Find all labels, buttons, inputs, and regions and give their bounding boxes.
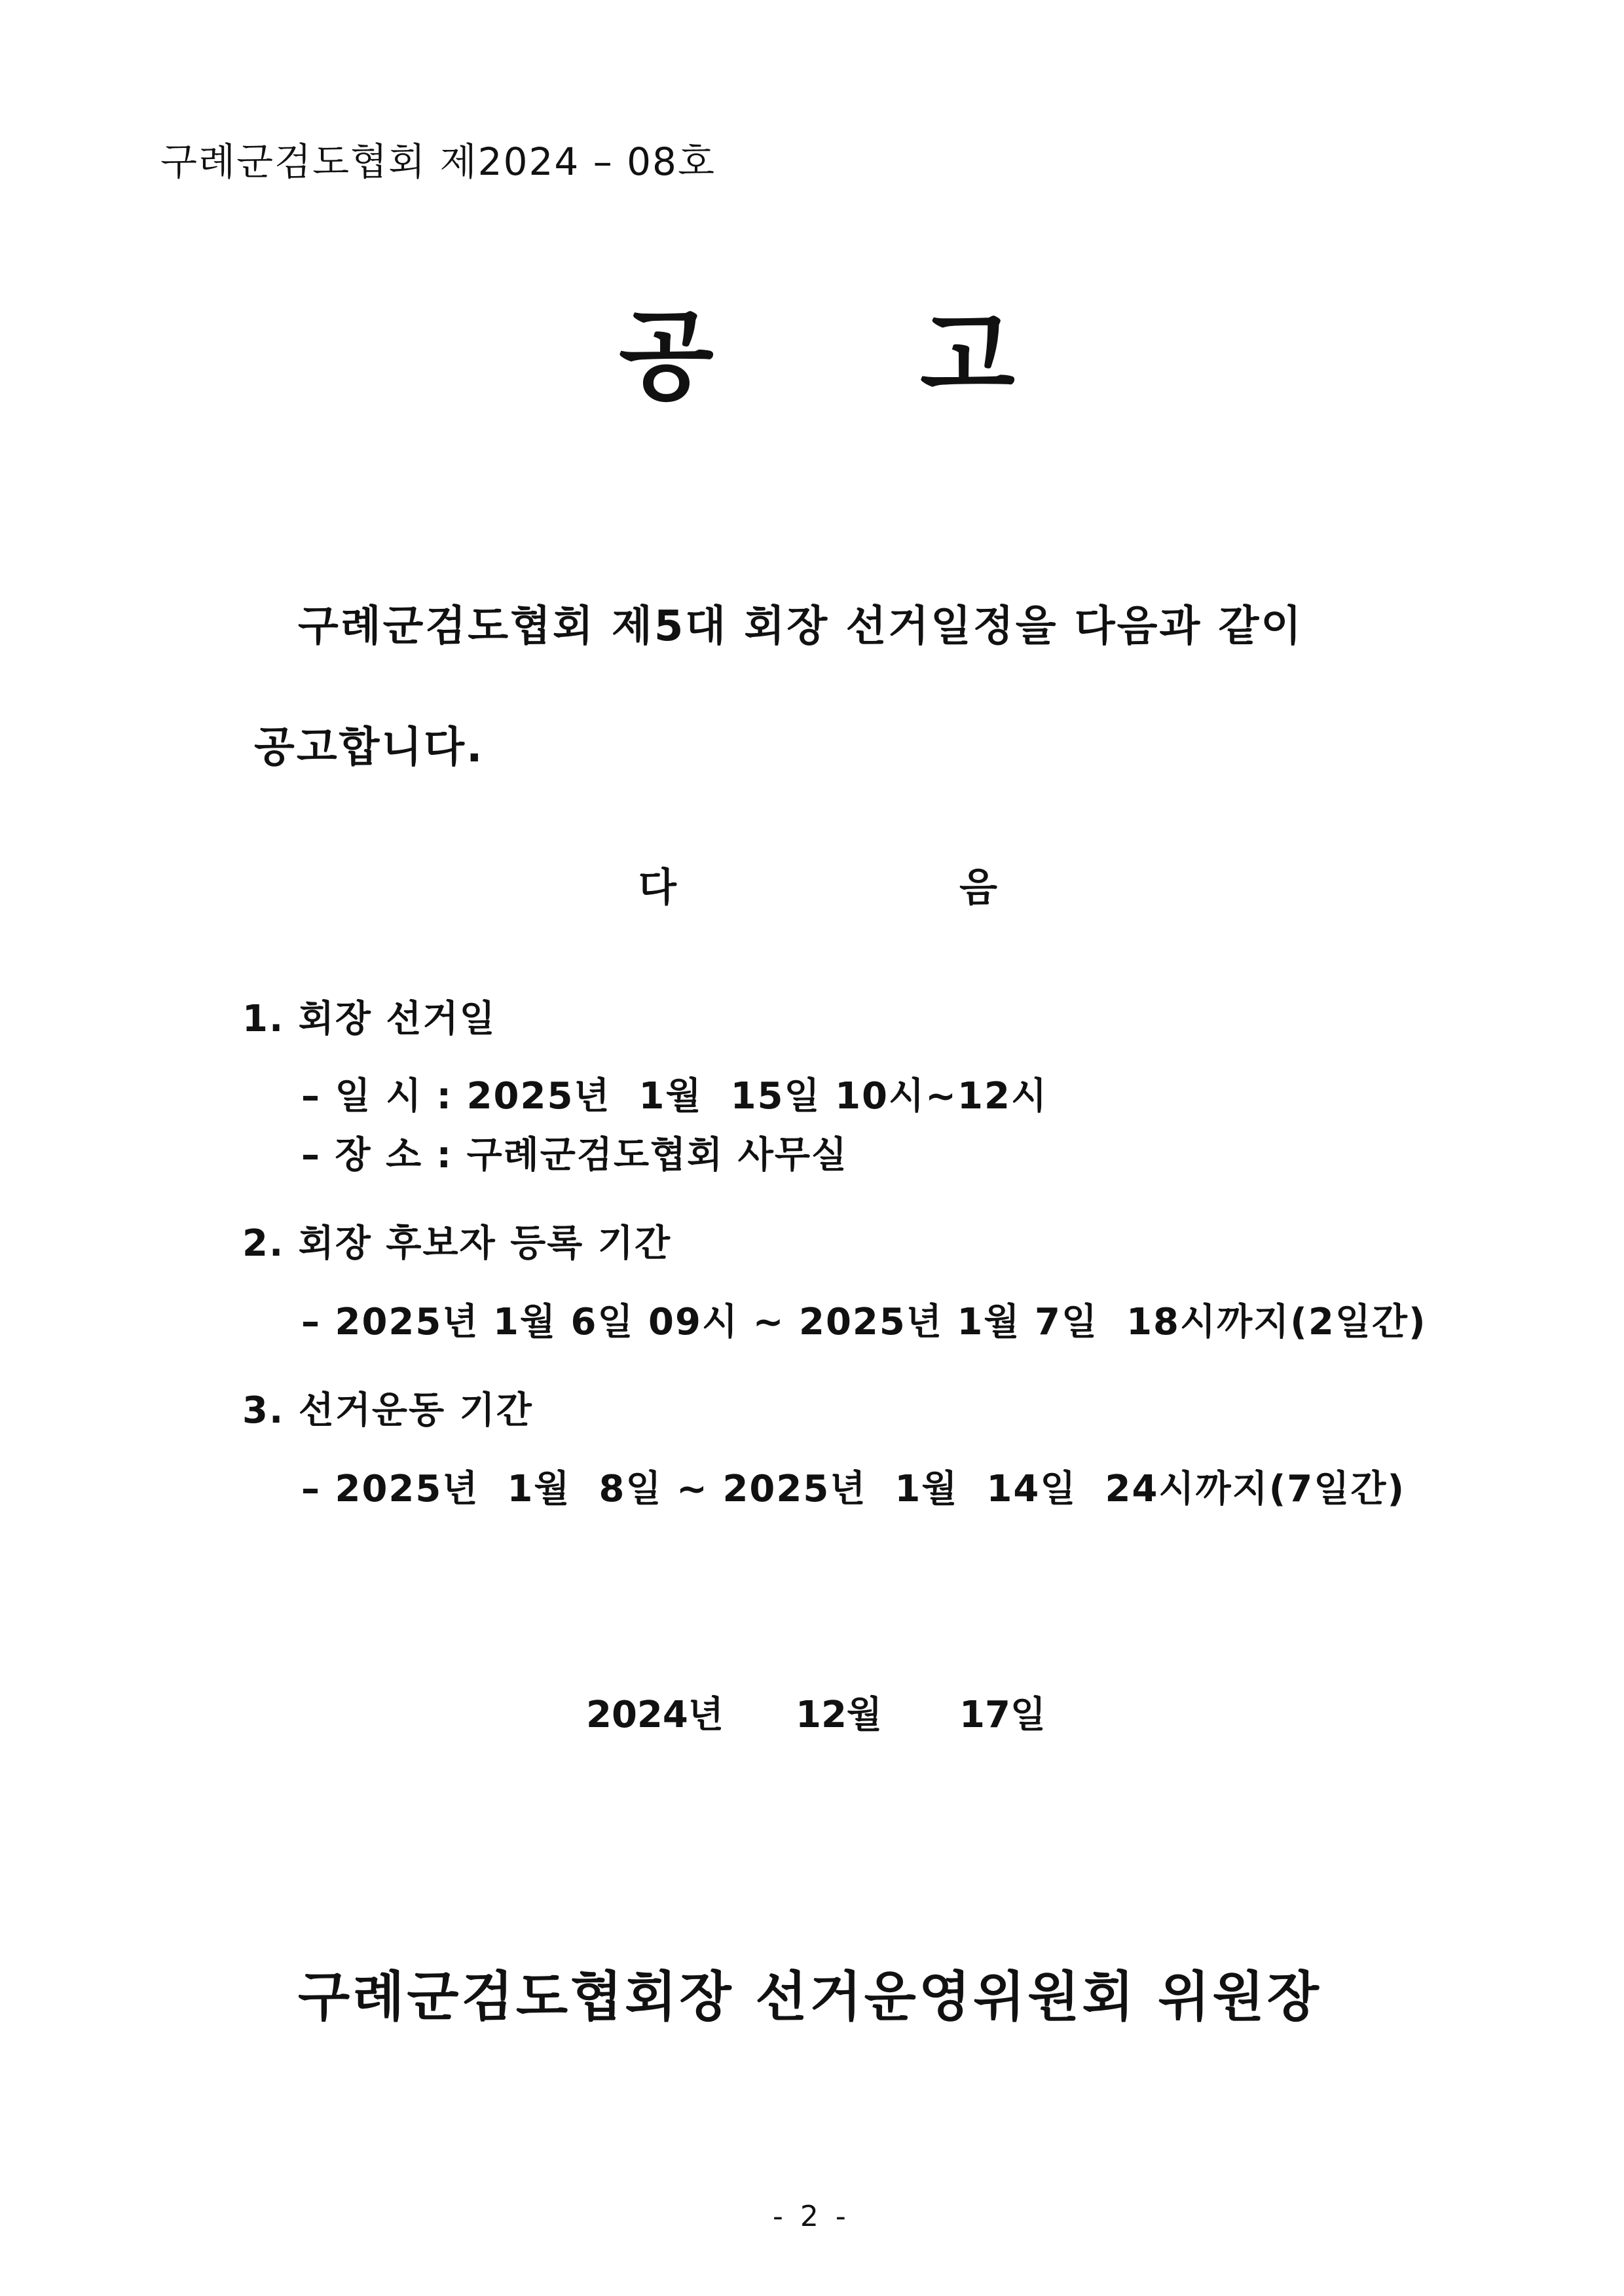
intro-line-2: 공고합니다. — [254, 723, 485, 772]
section-3-title: 3. 선거운동 기간 — [242, 1389, 533, 1432]
page-number: - 2 - — [773, 2200, 850, 2233]
date-day: 17일 — [959, 1694, 1046, 1736]
section-1-line-datetime: – 일 시 : 2025년 1월 15일 10시~12시 — [301, 1075, 1048, 1118]
document-number: 구례군검도협회 제2024 – 08호 — [160, 139, 716, 184]
heading-char-2: 음 — [959, 865, 997, 911]
section-3-line-period: – 2025년 1월 8일 ~ 2025년 1월 14일 24시까지(7일간) — [301, 1468, 1406, 1510]
section-2-line-period: – 2025년 1월 6일 09시 ~ 2025년 1월 7일 18시까지(2일간) — [301, 1301, 1427, 1343]
date-year: 2024년 — [586, 1694, 724, 1736]
section-1-title: 1. 회장 선거일 — [242, 998, 496, 1040]
heading-char-1: 다 — [638, 865, 676, 911]
title-char-1: 공 — [619, 300, 714, 414]
intro-line-1: 구례군검도협회 제5대 회장 선거일정을 다음과 같이 — [298, 602, 1304, 651]
section-2-title: 2. 회장 후보자 등록 기간 — [242, 1222, 672, 1265]
title-char-2: 고 — [920, 300, 1015, 414]
date-month: 12월 — [796, 1694, 883, 1736]
signature-line: 구례군검도협회장 선거운영위원회 위원장 — [298, 1966, 1321, 2028]
section-1-line-place: – 장 소 : 구례군검도협회 사무실 — [301, 1134, 849, 1176]
